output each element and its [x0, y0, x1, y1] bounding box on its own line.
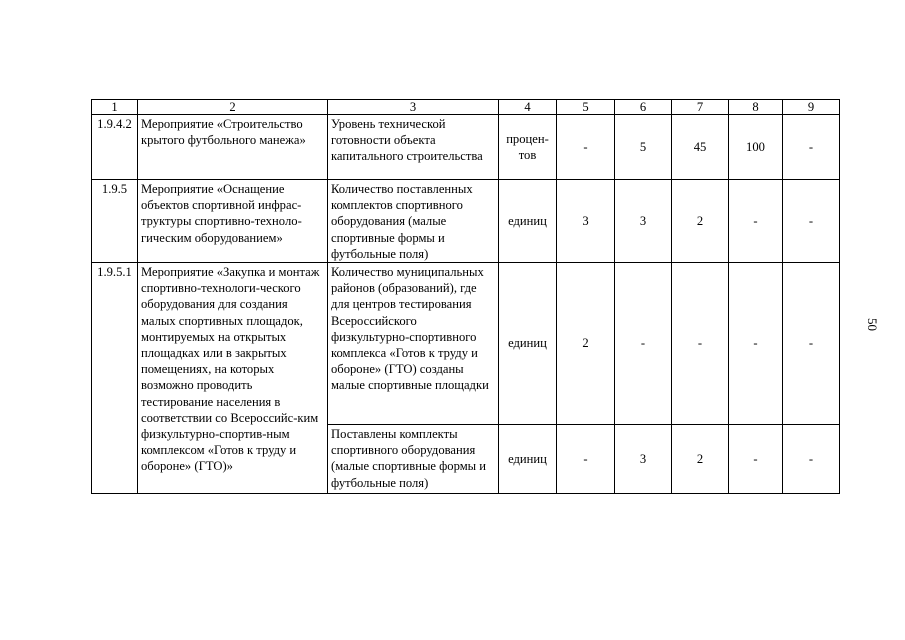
table-row	[92, 115, 840, 180]
value-cell: 2	[672, 180, 729, 263]
value-cell: 3	[615, 180, 672, 263]
row-code: 1.9.4.2	[92, 115, 138, 180]
value-cell: 3	[615, 425, 672, 494]
indicator-cell: Количество поставленных комплектов спортивного оборудования (малые спортивные формы и футбольные поля)	[328, 180, 499, 263]
row-code: 1.9.5.1	[92, 263, 138, 494]
indicator-cell: Количество муниципальных районов (образований), где для центров тестирования Всероссийского физкультурно-спортивного комплекса «Готов к труду и обороне» (ГТО) созданы малые спортивные площадки	[328, 263, 499, 425]
header-cell: 8	[729, 100, 783, 115]
unit-cell: процен-тов	[499, 115, 557, 180]
value-cell: 5	[615, 115, 672, 180]
value-cell: -	[783, 263, 840, 425]
header-row	[92, 100, 840, 115]
header-cell: 6	[615, 100, 672, 115]
header-cell: 5	[557, 100, 615, 115]
unit-cell: единиц	[499, 180, 557, 263]
header-cell: 7	[672, 100, 729, 115]
header-cell: 3	[328, 100, 499, 115]
header-cell: 9	[783, 100, 840, 115]
value-cell: -	[783, 425, 840, 494]
value-cell: -	[557, 115, 615, 180]
value-cell: -	[729, 263, 783, 425]
value-cell: -	[783, 115, 840, 180]
value-cell: 45	[672, 115, 729, 180]
value-cell: -	[557, 425, 615, 494]
event-cell: Мероприятие «Строительство крытого футбольного манежа»	[138, 115, 328, 180]
unit-cell: единиц	[499, 263, 557, 425]
unit-cell: единиц	[499, 425, 557, 494]
event-cell: Мероприятие «Оснащение объектов спортивной инфрас-труктуры спортивно-технoло-гическим оборудованием»	[138, 180, 328, 263]
value-cell: -	[615, 263, 672, 425]
event-cell: Мероприятие «Закупка и монтаж спортивно-технологи-ческого оборудования для создания малых спортивных площадок, монтируемых на открытых площадках или в закрытых помещениях, на которых возможно проводить тестирование населения в соответствии со Всероссийс-ким физкультурно-спортив-ным комплексом «Готов к труду и обороне» (ГТО)»	[138, 263, 328, 494]
value-cell: 3	[557, 180, 615, 263]
value-cell: -	[729, 180, 783, 263]
value-cell: -	[783, 180, 840, 263]
header-cell: 1	[92, 100, 138, 115]
row-code: 1.9.5	[92, 180, 138, 263]
value-cell: -	[672, 263, 729, 425]
indicator-cell: Уровень технической готовности объекта капитального строительства	[328, 115, 499, 180]
value-cell: 2	[557, 263, 615, 425]
header-cell: 2	[138, 100, 328, 115]
value-cell: 100	[729, 115, 783, 180]
value-cell: 2	[672, 425, 729, 494]
table-row	[92, 180, 840, 263]
indicators-table	[91, 99, 840, 494]
indicator-cell: Поставлены комплекты спортивного оборудования (малые спортивные формы и футбольные поля)	[328, 425, 499, 494]
page-number: 50	[865, 318, 880, 331]
table-row	[92, 263, 840, 425]
value-cell: -	[729, 425, 783, 494]
header-cell: 4	[499, 100, 557, 115]
